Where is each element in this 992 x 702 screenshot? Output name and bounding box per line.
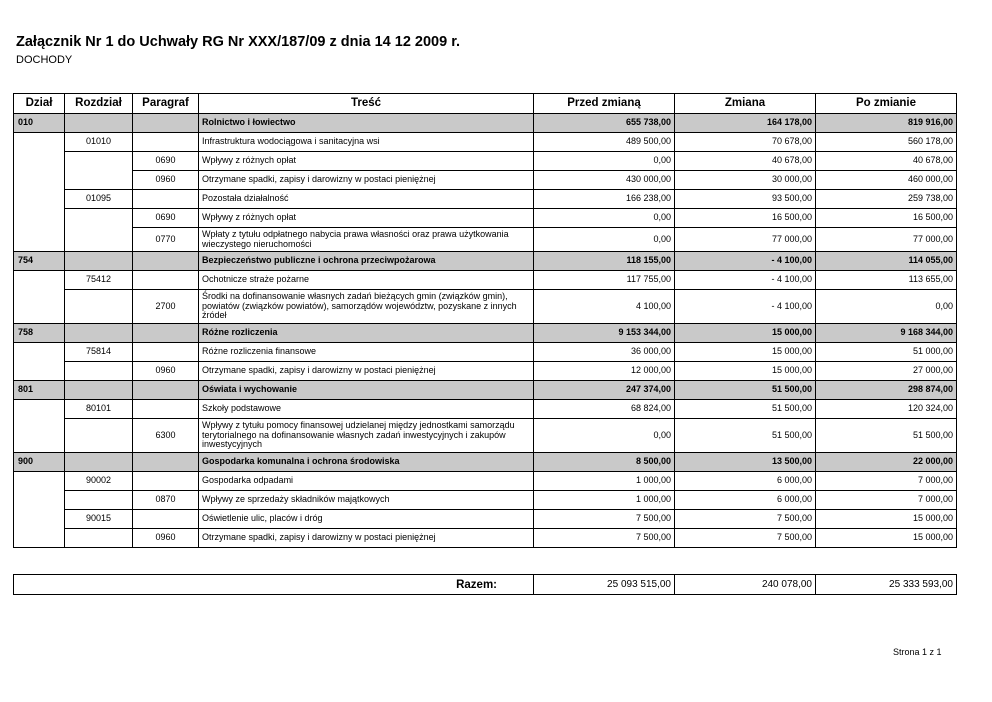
table-row-section: [14, 252, 957, 271]
cell-zmiana: 164 178,00: [675, 114, 816, 133]
cell-zmiana: 16 500,00: [675, 209, 816, 228]
cell-dzial-blank: [14, 271, 65, 324]
cell-zmiana: - 4 100,00: [675, 252, 816, 271]
cell-rozdzial: 75814: [65, 343, 133, 362]
cell-tresc: Bezpieczeństwo publiczne i ochrona przeciwpożarowa: [199, 252, 534, 271]
cell-tresc: Wpływy z różnych opłat: [199, 152, 534, 171]
cell-zmiana: 15 000,00: [675, 343, 816, 362]
table-row: [14, 343, 957, 362]
table-row: [14, 362, 957, 381]
col-header-dzial: Dział: [14, 94, 65, 114]
cell-zmiana: - 4 100,00: [675, 271, 816, 290]
table-row-section: [14, 381, 957, 400]
cell-rozdzial: [65, 324, 133, 343]
total-row: [14, 575, 957, 595]
total-label: Razem:: [14, 575, 534, 595]
cell-po: 0,00: [816, 290, 957, 324]
cell-po: 9 168 344,00: [816, 324, 957, 343]
cell-tresc: Różne rozliczenia: [199, 324, 534, 343]
cell-po: 15 000,00: [816, 510, 957, 529]
table-row-section: [14, 114, 957, 133]
col-header-rozdzial: Rozdział: [65, 94, 133, 114]
cell-po: 114 055,00: [816, 252, 957, 271]
col-header-po: Po zmianie: [816, 94, 957, 114]
table-row: [14, 133, 957, 152]
cell-zmiana: 6 000,00: [675, 491, 816, 510]
col-header-paragraf: Paragraf: [133, 94, 199, 114]
page-number: Strona 1 z 1: [893, 647, 942, 657]
cell-zmiana: 7 500,00: [675, 529, 816, 548]
cell-paragraf: [133, 510, 199, 529]
cell-paragraf: [133, 400, 199, 419]
cell-dzial-blank: [14, 133, 65, 252]
cell-rozdzial: 75412: [65, 271, 133, 290]
col-header-przed: Przed zmianą: [534, 94, 675, 114]
cell-przed: 1 000,00: [534, 472, 675, 491]
cell-przed: 166 238,00: [534, 190, 675, 209]
cell-paragraf: [133, 343, 199, 362]
cell-po: 7 000,00: [816, 491, 957, 510]
table-row-section: [14, 453, 957, 472]
cell-paragraf: [133, 133, 199, 152]
cell-rozdzial: [65, 252, 133, 271]
cell-dzial: 900: [14, 453, 65, 472]
cell-przed: 0,00: [534, 209, 675, 228]
cell-rozdzial-blank: [65, 491, 133, 510]
cell-zmiana: 40 678,00: [675, 152, 816, 171]
cell-przed: 247 374,00: [534, 381, 675, 400]
table-row: [14, 529, 957, 548]
cell-zmiana: 51 500,00: [675, 381, 816, 400]
cell-przed: 118 155,00: [534, 252, 675, 271]
cell-zmiana: - 4 100,00: [675, 290, 816, 324]
cell-rozdzial-blank: [65, 529, 133, 548]
cell-tresc: Różne rozliczenia finansowe: [199, 343, 534, 362]
cell-dzial: 010: [14, 114, 65, 133]
cell-przed: 7 500,00: [534, 529, 675, 548]
cell-paragraf: [133, 472, 199, 491]
cell-tresc: Otrzymane spadki, zapisy i darowizny w postaci pieniężnej: [199, 529, 534, 548]
cell-po: 27 000,00: [816, 362, 957, 381]
total-przed: 25 093 515,00: [534, 575, 675, 595]
cell-rozdzial-blank: [65, 419, 133, 453]
cell-po: 77 000,00: [816, 228, 957, 252]
cell-rozdzial: [65, 381, 133, 400]
cell-rozdzial: 01095: [65, 190, 133, 209]
cell-po: 298 874,00: [816, 381, 957, 400]
cell-paragraf: 0960: [133, 171, 199, 190]
cell-rozdzial-blank: [65, 152, 133, 190]
cell-tresc: Gospodarka odpadami: [199, 472, 534, 491]
cell-zmiana: 70 678,00: [675, 133, 816, 152]
cell-paragraf: [133, 114, 199, 133]
cell-przed: 430 000,00: [534, 171, 675, 190]
cell-zmiana: 13 500,00: [675, 453, 816, 472]
cell-paragraf: 0690: [133, 152, 199, 171]
cell-paragraf: [133, 453, 199, 472]
cell-tresc: Pozostała działalność: [199, 190, 534, 209]
cell-po: 113 655,00: [816, 271, 957, 290]
cell-po: 51 000,00: [816, 343, 957, 362]
cell-paragraf: [133, 324, 199, 343]
budget-table: [13, 93, 957, 548]
cell-tresc: Wpłaty z tytułu odpłatnego nabycia prawa własności oraz prawa użytkowania wieczystego nieruchomości: [199, 228, 534, 252]
cell-przed: 0,00: [534, 419, 675, 453]
cell-zmiana: 7 500,00: [675, 510, 816, 529]
cell-tresc: Wpływy z tytułu pomocy finansowej udzielanej między jednostkami samorządu terytorialnego na dofinansowanie własnych zadań inwestycyjnych i zakupów inwestycyjnych: [199, 419, 534, 453]
cell-dzial: 758: [14, 324, 65, 343]
cell-przed: 1 000,00: [534, 491, 675, 510]
cell-rozdzial: [65, 114, 133, 133]
cell-zmiana: 51 500,00: [675, 419, 816, 453]
cell-dzial-blank: [14, 472, 65, 548]
cell-paragraf: [133, 252, 199, 271]
cell-po: 40 678,00: [816, 152, 957, 171]
cell-po: 560 178,00: [816, 133, 957, 152]
cell-rozdzial: 80101: [65, 400, 133, 419]
col-header-zmiana: Zmiana: [675, 94, 816, 114]
cell-zmiana: 15 000,00: [675, 324, 816, 343]
cell-po: 51 500,00: [816, 419, 957, 453]
cell-rozdzial-blank: [65, 290, 133, 324]
table-row: [14, 209, 957, 228]
total-po: 25 333 593,00: [816, 575, 957, 595]
cell-rozdzial-blank: [65, 362, 133, 381]
document-title: Załącznik Nr 1 do Uchwały RG Nr XXX/187/09 z dnia 14 12 2009 r.: [16, 34, 461, 50]
cell-rozdzial: 01010: [65, 133, 133, 152]
cell-tresc: Szkoły podstawowe: [199, 400, 534, 419]
cell-po: 16 500,00: [816, 209, 957, 228]
cell-przed: 8 500,00: [534, 453, 675, 472]
cell-tresc: Wpływy ze sprzedaży składników majątkowych: [199, 491, 534, 510]
cell-rozdzial-blank: [65, 209, 133, 252]
cell-tresc: Otrzymane spadki, zapisy i darowizny w postaci pieniężnej: [199, 362, 534, 381]
cell-paragraf: 0690: [133, 209, 199, 228]
cell-przed: 489 500,00: [534, 133, 675, 152]
table-row: [14, 419, 957, 453]
cell-przed: 0,00: [534, 152, 675, 171]
cell-zmiana: 93 500,00: [675, 190, 816, 209]
cell-dzial-blank: [14, 343, 65, 381]
cell-po: 7 000,00: [816, 472, 957, 491]
cell-paragraf: [133, 271, 199, 290]
cell-paragraf: 0870: [133, 491, 199, 510]
cell-paragraf: 0960: [133, 529, 199, 548]
cell-po: 460 000,00: [816, 171, 957, 190]
table-row: [14, 510, 957, 529]
total-table: [13, 574, 957, 595]
cell-przed: 655 738,00: [534, 114, 675, 133]
cell-paragraf: [133, 190, 199, 209]
cell-tresc: Infrastruktura wodociągowa i sanitacyjna wsi: [199, 133, 534, 152]
cell-tresc: Gospodarka komunalna i ochrona środowiska: [199, 453, 534, 472]
col-header-tresc: Treść: [199, 94, 534, 114]
cell-rozdzial: 90002: [65, 472, 133, 491]
table-row-section: [14, 324, 957, 343]
cell-po: 259 738,00: [816, 190, 957, 209]
cell-po: 120 324,00: [816, 400, 957, 419]
cell-tresc: Ochotnicze straże pożarne: [199, 271, 534, 290]
table-row: [14, 271, 957, 290]
cell-przed: 4 100,00: [534, 290, 675, 324]
cell-tresc: Otrzymane spadki, zapisy i darowizny w postaci pieniężnej: [199, 171, 534, 190]
table-row: [14, 152, 957, 171]
cell-rozdzial: 90015: [65, 510, 133, 529]
cell-przed: 7 500,00: [534, 510, 675, 529]
table-row: [14, 491, 957, 510]
cell-po: 15 000,00: [816, 529, 957, 548]
cell-paragraf: 6300: [133, 419, 199, 453]
cell-tresc: Oświata i wychowanie: [199, 381, 534, 400]
cell-dzial: 754: [14, 252, 65, 271]
table-header-row: [14, 94, 957, 114]
cell-rozdzial: [65, 453, 133, 472]
cell-przed: 0,00: [534, 228, 675, 252]
cell-paragraf: 0770: [133, 228, 199, 252]
cell-zmiana: 15 000,00: [675, 362, 816, 381]
cell-paragraf: 2700: [133, 290, 199, 324]
table-row: [14, 190, 957, 209]
cell-paragraf: 0960: [133, 362, 199, 381]
cell-tresc: Środki na dofinansowanie własnych zadań bieżących gmin (związków gmin), powiatów (związków powiatów), samorządów województw, pozyskane z innych źródeł: [199, 290, 534, 324]
table-row: [14, 472, 957, 491]
table-row: [14, 228, 957, 252]
cell-zmiana: 6 000,00: [675, 472, 816, 491]
document-subtitle: DOCHODY: [16, 54, 73, 66]
cell-dzial: 801: [14, 381, 65, 400]
cell-przed: 36 000,00: [534, 343, 675, 362]
cell-zmiana: 51 500,00: [675, 400, 816, 419]
cell-przed: 9 153 344,00: [534, 324, 675, 343]
cell-tresc: Rolnictwo i łowiectwo: [199, 114, 534, 133]
cell-po: 819 916,00: [816, 114, 957, 133]
table-row: [14, 400, 957, 419]
cell-dzial-blank: [14, 400, 65, 453]
table-row: [14, 171, 957, 190]
cell-przed: 12 000,00: [534, 362, 675, 381]
cell-przed: 68 824,00: [534, 400, 675, 419]
cell-zmiana: 77 000,00: [675, 228, 816, 252]
cell-przed: 117 755,00: [534, 271, 675, 290]
cell-tresc: Oświetlenie ulic, placów i dróg: [199, 510, 534, 529]
cell-paragraf: [133, 381, 199, 400]
table-row: [14, 290, 957, 324]
cell-tresc: Wpływy z różnych opłat: [199, 209, 534, 228]
total-zmiana: 240 078,00: [675, 575, 816, 595]
cell-po: 22 000,00: [816, 453, 957, 472]
cell-zmiana: 30 000,00: [675, 171, 816, 190]
